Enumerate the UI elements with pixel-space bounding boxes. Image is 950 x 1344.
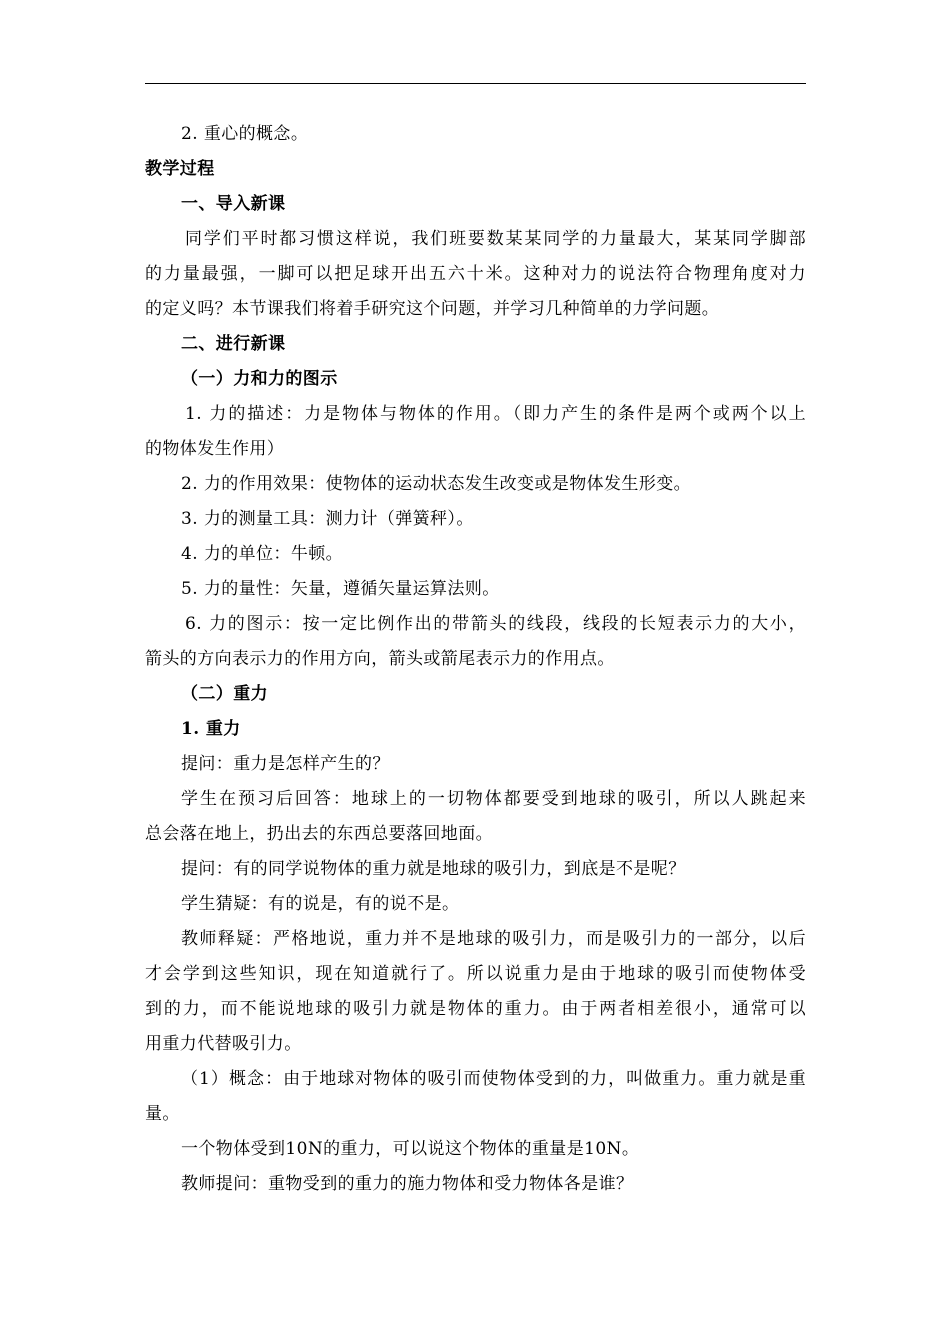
- force-item-4: 4. 力的单位：牛顿。: [181, 544, 344, 564]
- force-item-6-line-2: 箭头的方向表示力的作用方向，箭头或箭尾表示力的作用点。: [145, 649, 615, 669]
- force-item-5: 5. 力的量性：矢量，遵循矢量运算法则。: [181, 579, 500, 599]
- subheading-force-diagram: （一）力和力的图示: [181, 369, 338, 389]
- intro-paragraph-line-1: 同学们平时都习惯这样说，我们班要数某某同学的力量最大，某某同学脚部: [185, 229, 806, 249]
- question-origin-of-gravity: 提问：重力是怎样产生的？: [181, 754, 390, 774]
- subheading-introduction: 一、导入新课: [181, 194, 286, 214]
- document-body: [145, 117, 806, 1202]
- teacher-question-gravity-objects: 教师提问：重物受到的重力的施力物体和受力物体各是谁？: [181, 1174, 634, 1194]
- gravity-section-1-heading: 1. 重力: [181, 719, 241, 739]
- gravity-concept-line-2: 量。: [145, 1104, 180, 1124]
- objective-item-2: 2. 重心的概念。: [181, 124, 309, 144]
- student-answer-line-1: 学生在预习后回答：地球上的一切物体都要受到地球的吸引，所以人跳起来: [181, 789, 806, 809]
- teacher-explanation-line-1: 教师释疑：严格地说，重力并不是地球的吸引力，而是吸引力的一部分，以后: [181, 929, 806, 949]
- force-item-2: 2. 力的作用效果：使物体的运动状态发生改变或是物体发生形变。: [181, 474, 692, 494]
- gravity-concept-line-1: （1）概念：由于地球对物体的吸引而使物体受到的力，叫做重力。重力就是重: [181, 1069, 806, 1089]
- teacher-explanation-line-3: 到的力，而不能说地球的吸引力就是物体的重力。由于两者相差很小，通常可以: [145, 999, 806, 1019]
- force-item-6-line-1: 6. 力的图示：按一定比例作出的带箭头的线段，线段的长短表示力的大小，: [185, 614, 806, 634]
- intro-paragraph-line-2: 的力量最强，一脚可以把足球开出五六十米。这种对力的说法符合物理角度对力: [145, 264, 806, 284]
- section-heading-teaching-process: 教学过程: [145, 159, 215, 179]
- teacher-explanation-line-4: 用重力代替吸引力。: [145, 1034, 302, 1054]
- force-item-3: 3. 力的测量工具：测力计（弹簧秤）。: [181, 509, 474, 529]
- force-item-1-line-1: 1. 力的描述：力是物体与物体的作用。（即力产生的条件是两个或两个以上: [185, 404, 806, 424]
- header-rule: [145, 83, 806, 84]
- student-answer-line-2: 总会落在地上，扔出去的东西总要落回地面。: [145, 824, 493, 844]
- subheading-gravity: （二）重力: [181, 684, 268, 704]
- gravity-example: 一个物体受到10N的重力，可以说这个物体的重量是10N。: [181, 1139, 640, 1159]
- force-item-1-line-2: 的物体发生作用）: [145, 439, 285, 459]
- intro-paragraph-line-3: 的定义吗？本节课我们将着手研究这个问题，并学习几种简单的力学问题。: [145, 299, 720, 319]
- student-guess: 学生猜疑：有的说是，有的说不是。: [181, 894, 460, 914]
- subheading-new-lesson: 二、进行新课: [181, 334, 286, 354]
- question-gravity-vs-attraction: 提问：有的同学说物体的重力就是地球的吸引力，到底是不是呢？: [181, 859, 686, 879]
- teacher-explanation-line-2: 才会学到这些知识，现在知道就行了。所以说重力是由于地球的吸引而使物体受: [145, 964, 806, 984]
